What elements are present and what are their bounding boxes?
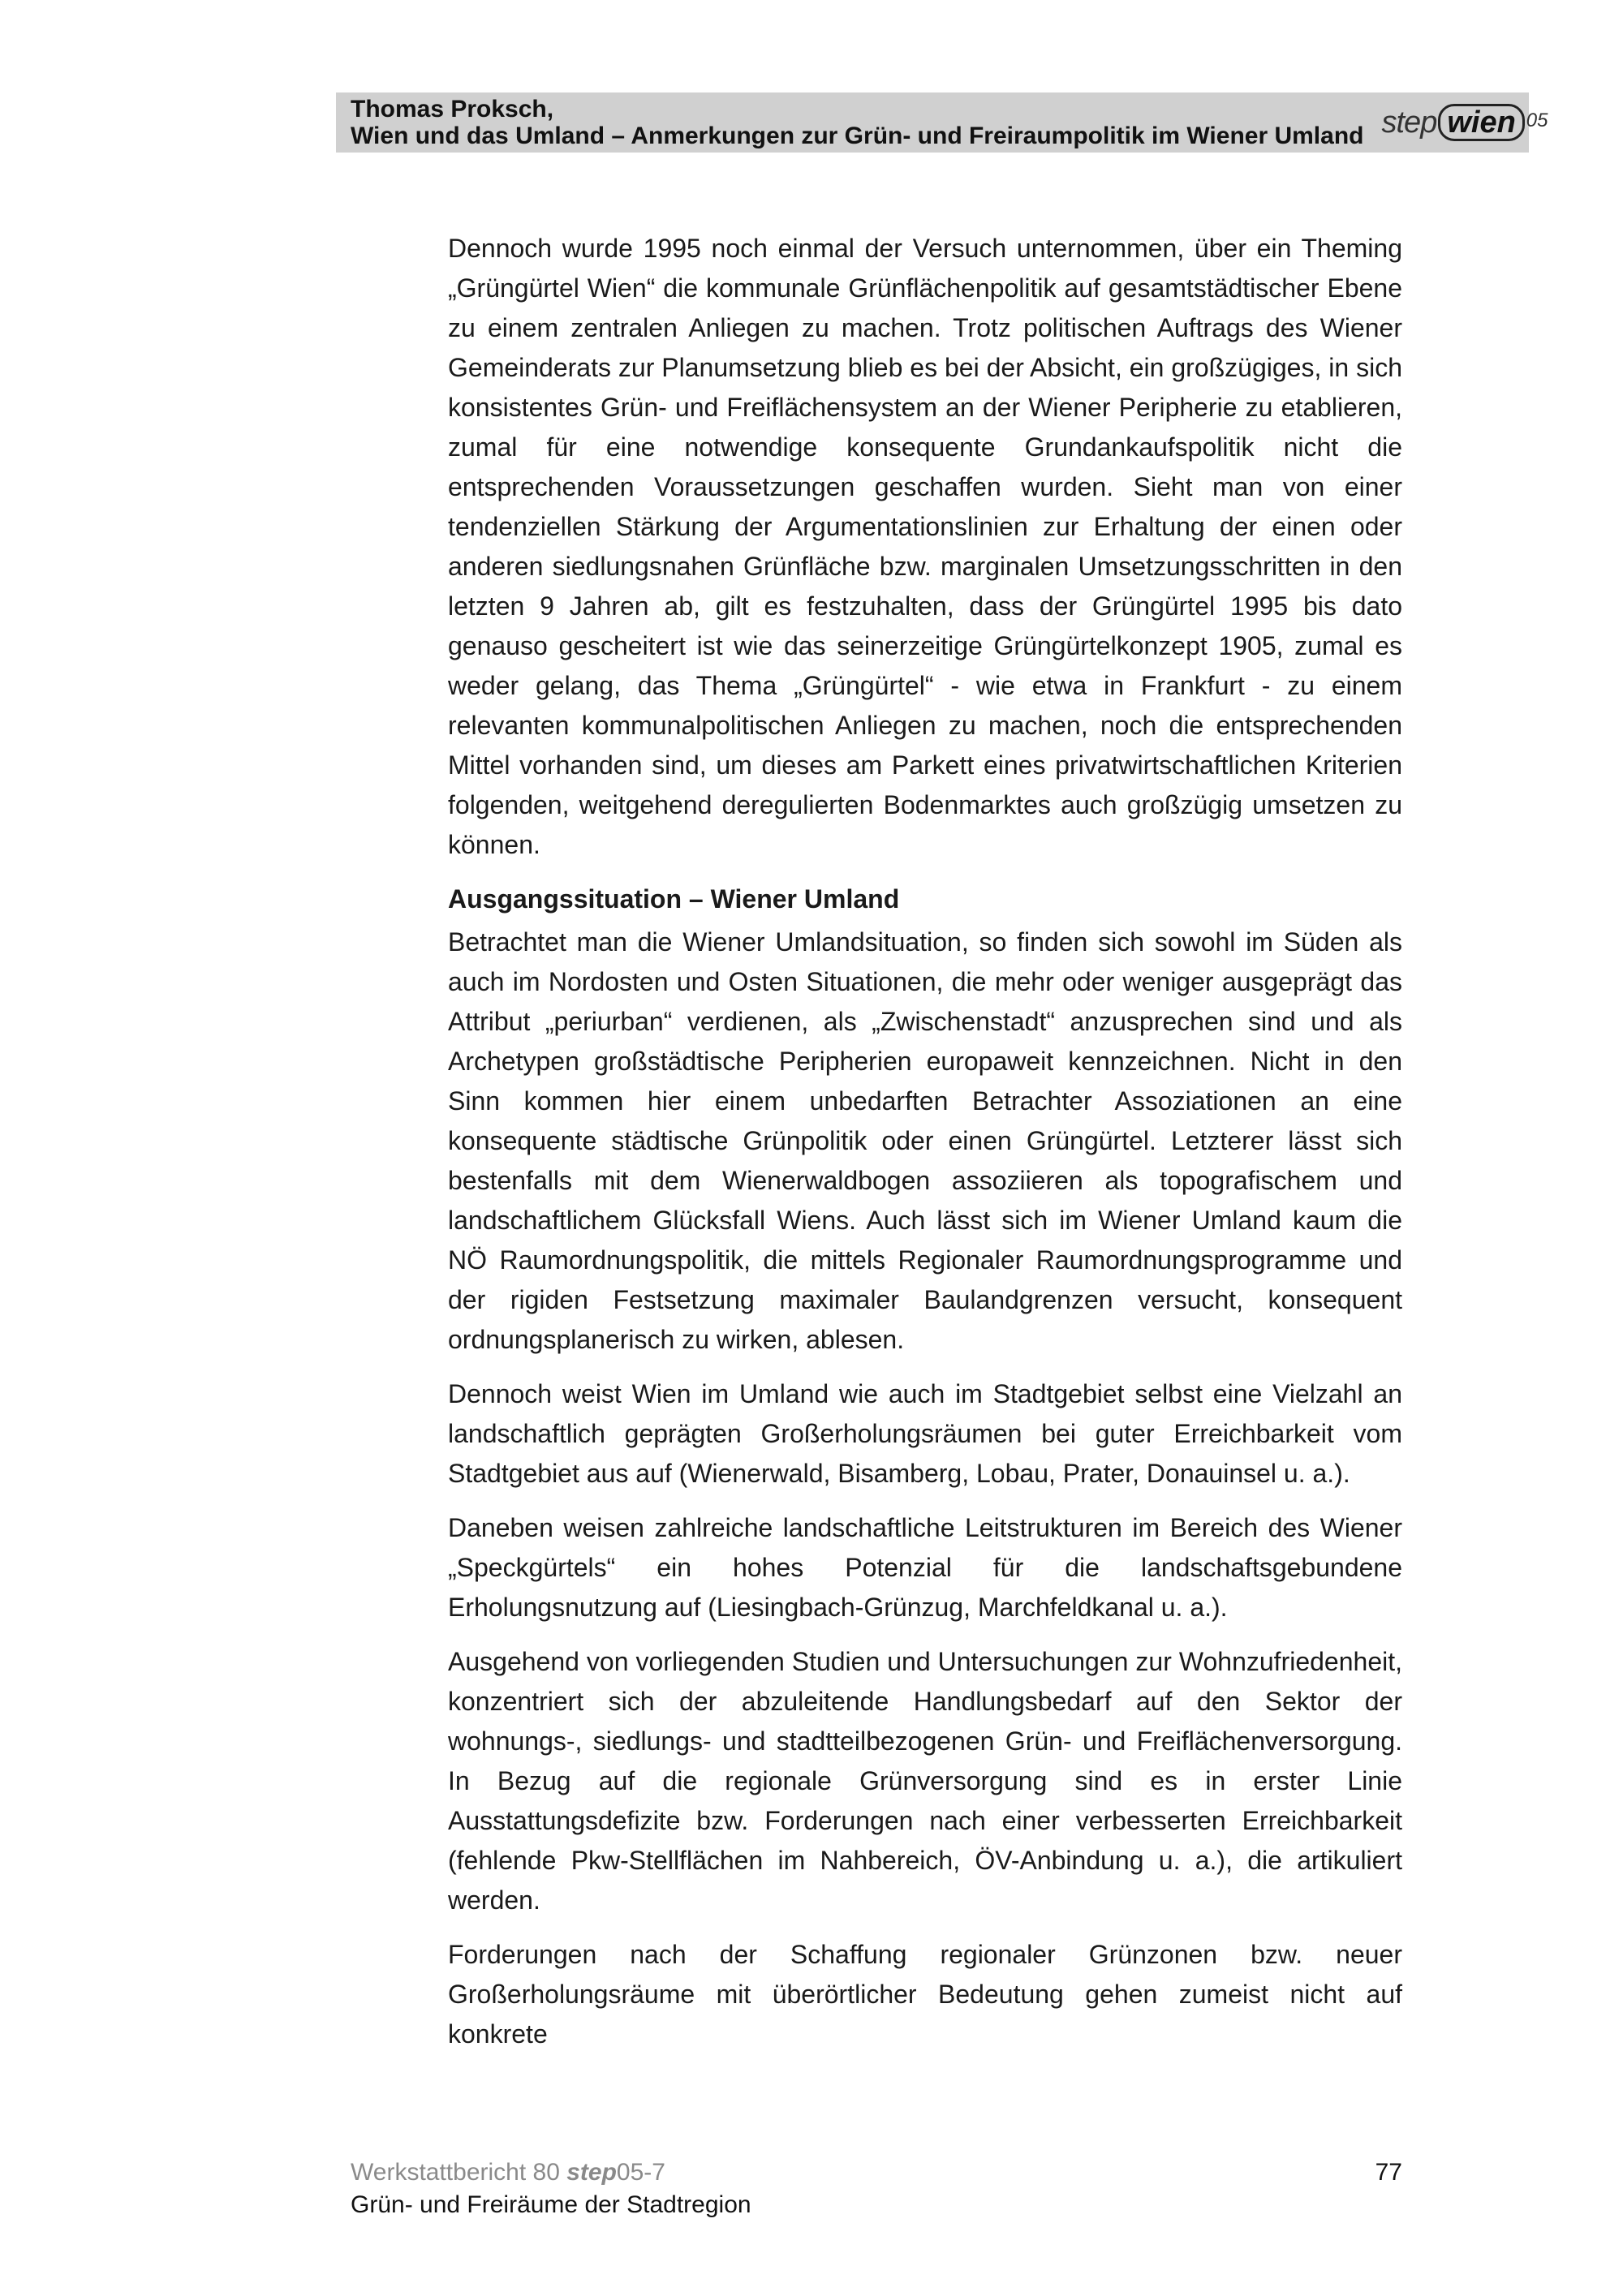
section-heading: Ausgangssituation – Wiener Umland [448,884,900,914]
page-number: 77 [1375,2159,1402,2186]
header-title: Wien und das Umland – Anmerkungen zur Grün- und Freiraumpolitik im Wiener Umland [351,123,1364,149]
series-prefix: Werkstattbericht 80 [351,2159,567,2186]
paragraph: Dennoch wurde 1995 noch einmal der Versuch unternommen, über ein Theming „Grüngürtel Wien“ die kommunale Grünflächenpolitik auf gesamtstädtischer Ebene zu einem zentralen Anliegen zu machen. Trotz politischen Auftrags des Wiener Gemeinderats zur Planumsetzung blieb es bei der Absicht, ein großzügiges, in sich konsistentes Grün- und Freiflächensystem an der Wiener Peripherie zu etablieren, zumal für eine notwendige konsequente Grundankaufspolitik nicht die entsprechenden Voraussetzungen geschaffen wurden. Sieht man von einer tendenziellen Stärkung der Argumentationslinien zur Erhaltung der einen oder anderen siedlungsnahen Grünfläche bzw. marginalen Umsetzungsschritten in den letzten 9 Jahren ab, gilt es festzuhalten, dass der Grüngürtel 1995 bis dato genauso gescheitert ist wie das seinerzeitige Grüngürtelkonzept 1905, zumal es weder gelang, das Thema „Grüngürtel“ - wie etwa in Frankfurt - zu einem relevanten kommunalpolitischen Anliegen zu machen, noch die entsprechenden Mittel vorhanden sind, um dieses am Parkett eines privatwirtschaftlichen Kriterien folgenden, weitgehend deregulierten Bodenmarktes auch großzügig umsetzen zu können. [448,234,1402,859]
logo-wien: wien [1438,104,1524,141]
paragraph: Ausgehend von vorliegenden Studien und Untersuchungen zur Wohnzufriedenheit, konzentriert sich der abzuleitende Handlungsbedarf auf den Sektor der wohnungs-, siedlungs- und stadtteilbezogenen Grün- und Freiflächenversorgung. In Bezug auf die regionale Grünversorgung sind es in erster Linie Ausstattungsdefizite bzw. Forderungen nach einer verbesserten Erreichbarkeit (fehlende Pkw-Stellflächen im Nahbereich, ÖV-Anbindung u. a.), die artikuliert werden. [448,1647,1402,1915]
paragraph: Dennoch weist Wien im Umland wie auch im Stadtgebiet selbst eine Vielzahl an landschaftlich geprägten Großerholungsräumen bei guter Erreichbarkeit vom Stadtgebiet aus auf (Wienerwald, Bisamberg, Lobau, Prater, Donauinsel u. a.). [448,1379,1402,1488]
logo-year: 05 [1526,110,1548,131]
footer [351,2156,751,2221]
footer-series [351,2156,751,2189]
running-header [351,96,1406,149]
series-suffix: 05-7 [616,2159,665,2186]
paragraph: Forderungen nach der Schaffung regionaler Grünzonen bzw. neuer Großerholungsräume mit überörtlicher Bedeutung gehen zumeist nicht auf konkrete [448,1940,1402,2049]
header-author: Thomas Proksch, [351,96,554,123]
step-wien-logo [1381,94,1548,151]
paragraph: Daneben weisen zahlreiche landschaftliche Leitstrukturen im Bereich des Wiener „Speckgürtels“ ein hohes Potenzial für die landschaftsgebundene Erholungsnutzung auf (Liesingbach-Grünzug, Marchfeldkanal u. a.). [448,1513,1402,1622]
series-step: step [566,2159,617,2186]
paragraph: Betrachtet man die Wiener Umlandsituation, so finden sich sowohl im Süden als auch im Nordosten und Osten Situationen, die mehr oder weniger ausgeprägt das Attribut „periurban“ verdienen, als „Zwischenstadt“ anzusprechen sind und als Archetypen großstädtische Peripherien europaweit kennzeichnen. Nicht in den Sinn kommen hier einem unbedarften Betrachter Assoziationen an eine konsequente städtische Grünpolitik oder einen Grüngürtel. Letzterer lässt sich bestenfalls mit dem Wienerwaldbogen assoziieren als topografischem und landschaftlichem Glücksfall Wiens. Auch lässt sich im Wiener Umland kaum die NÖ Raumordnungspolitik, die mittels Regionaler Raumordnungsprogramme und der rigiden Festsetzung maximaler Baulandgrenzen versucht, konsequent ordnungsplanerisch zu wirken, ablesen. [448,927,1402,1354]
main-text [448,229,1402,2069]
footer-subtitle: Grün- und Freiräume der Stadtregion [351,2191,751,2218]
logo-step: step [1381,105,1437,140]
